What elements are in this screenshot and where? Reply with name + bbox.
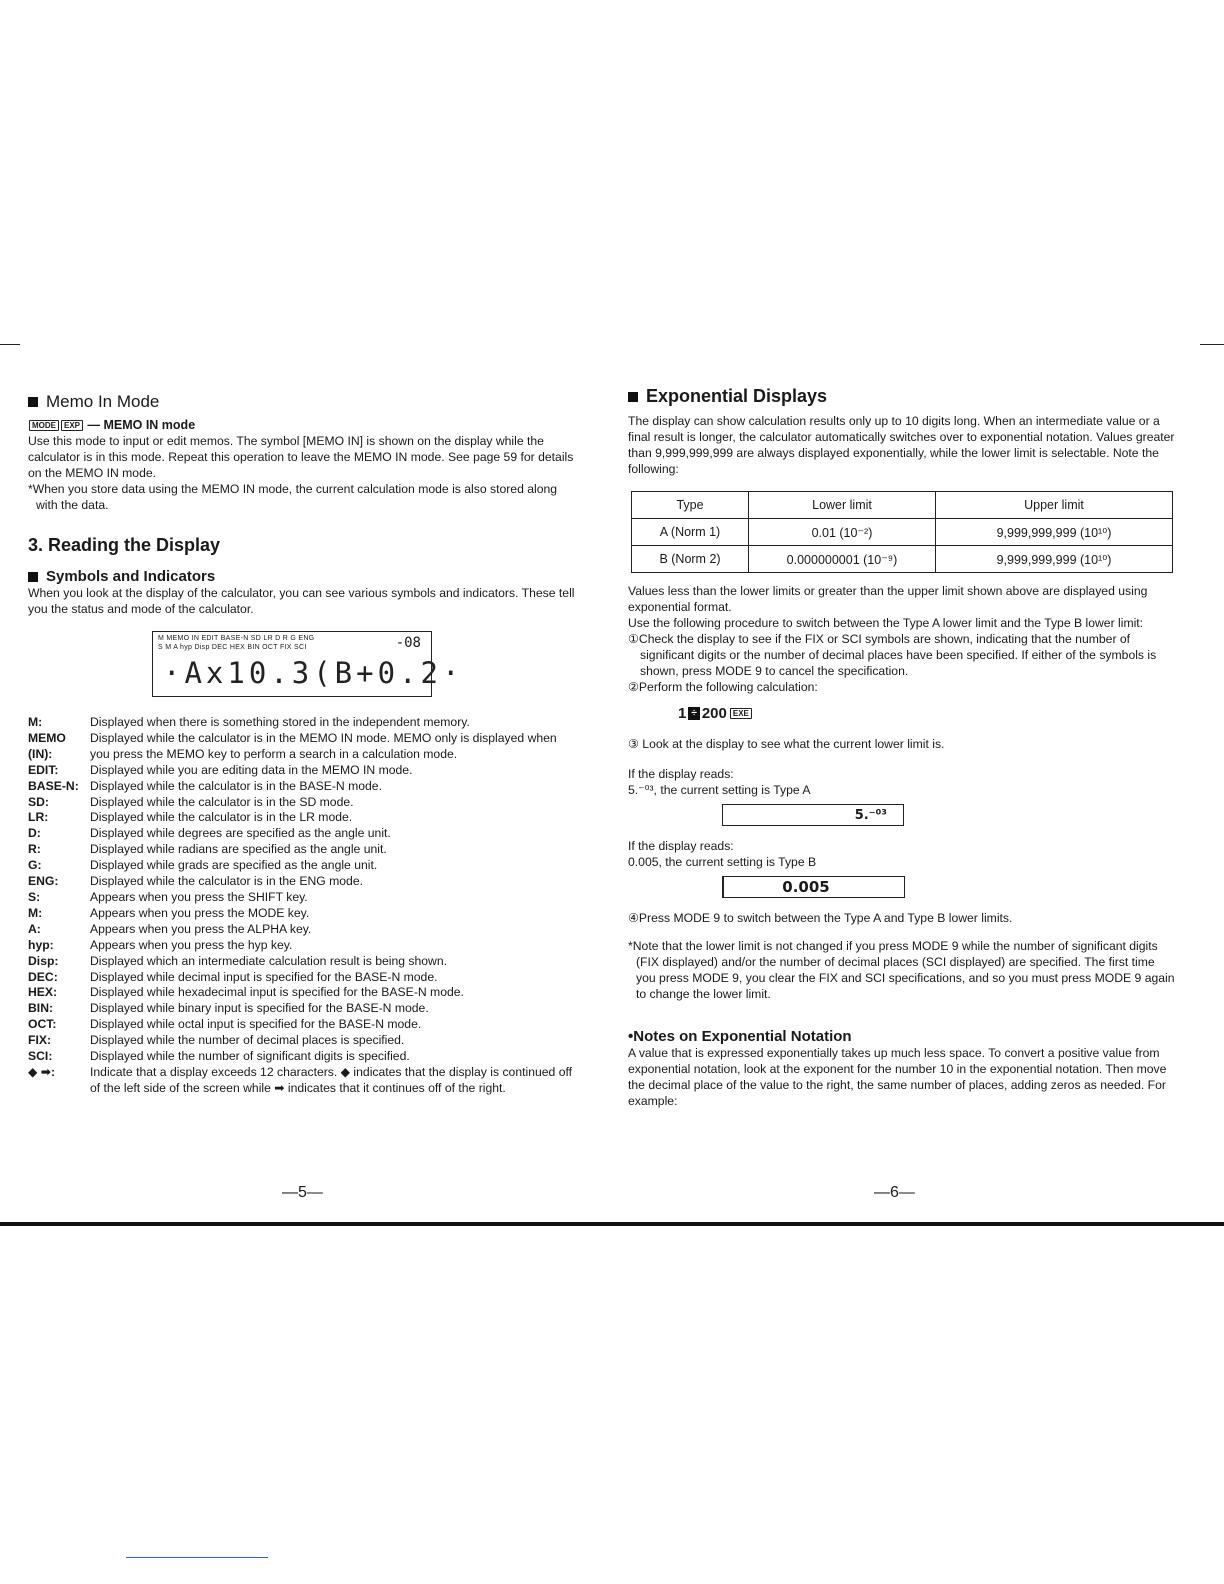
symbol-row	[28, 826, 576, 842]
symbol-row	[28, 1049, 576, 1065]
lcd-indicator-row-1: M MEMO IN EDIT BASE-N SD LR D R G ENG	[158, 635, 315, 642]
exp-intro: The display can show calculation results only up to 10 digits long. When an intermediate value or a final result is longer, the calculator automatically switches over to exponential notation. Values greater than 9,999,999,999 are always displayed exponentially, while the lower limit is selectable. Note the following:	[628, 414, 1175, 476]
step-2: ②Perform the following calculation:	[628, 680, 818, 694]
symbol-key: BIN:	[28, 1001, 54, 1016]
symbol-description: Displayed while you are editing data in the MEMO IN mode.	[90, 762, 413, 777]
step-1: ①Check the display to see if the FIX or SCI symbols are shown, indicating that the number of significant digits or the number of decimal places have been specified. If either of the symbols is shown, press MODE 9 to cancel the specification.	[628, 632, 1157, 678]
crop-mark-right	[1200, 344, 1224, 345]
square-bullet-icon	[28, 397, 38, 407]
lcd-exponent: -08	[395, 635, 421, 651]
square-bullet-icon	[628, 392, 638, 402]
symbol-description: Displayed while hexadecimal input is specified for the BASE-N mode.	[90, 985, 464, 1000]
symbol-key: EDIT:	[28, 762, 59, 777]
table-cell: A (Norm 1)	[632, 519, 749, 546]
symbol-description: Displayed while degrees are specified as the angle unit.	[90, 826, 391, 841]
table-row	[632, 519, 1173, 546]
procedure-intro: Use the following procedure to switch between the Type A lower limit and the Type B lower limit:	[628, 616, 1144, 630]
symbol-key: D:	[28, 826, 41, 841]
symbol-key: M:	[28, 715, 43, 729]
symbol-row	[28, 954, 576, 970]
table-cell: B (Norm 2)	[632, 546, 749, 573]
symbol-description: Displayed while decimal input is specified for the BASE-N mode.	[90, 969, 438, 984]
memo-mode-label: — MEMO IN mode	[87, 418, 196, 432]
if-display-a-line-2: 5.⁻⁰³, the current setting is Type A	[628, 783, 811, 797]
symbol-row	[28, 922, 576, 938]
symbol-row	[28, 970, 576, 986]
exp-heading	[628, 386, 1176, 407]
if-display-b-line-2: 0.005, the current setting is Type B	[628, 855, 817, 869]
symbol-description: Displayed which an intermediate calculation result is being shown.	[90, 953, 448, 968]
memo-heading-text: Memo In Mode	[46, 392, 160, 411]
symbols-intro: When you look at the display of the calculator, you can see various symbols and indicators. These tell you the status and mode of the calculator.	[28, 586, 575, 616]
calculation-formula	[678, 705, 1176, 722]
symbol-description: Displayed while octal input is specified for the BASE-N mode.	[90, 1017, 422, 1032]
symbol-description: Displayed while the calculator is in the MEMO IN mode. MEMO only is displayed when you press the MEMO key to perform a search in a calculation mode.	[90, 730, 557, 761]
symbol-row	[28, 1001, 576, 1017]
reading-heading: 3. Reading the Display	[28, 535, 221, 555]
exp-key-icon: EXP	[61, 420, 83, 431]
divide-key-icon: ÷	[688, 707, 700, 720]
table-cell: 9,999,999,999 (10¹⁰)	[936, 519, 1173, 546]
table-header: Upper limit	[936, 492, 1173, 519]
symbol-row	[28, 985, 576, 1001]
page-number-right: —6—	[874, 1184, 915, 1201]
memo-text: Use this mode to input or edit memos. The symbol [MEMO IN] is shown on the display while the calculator is in this mode. Repeat this operation to leave the MEMO IN mode. See page 59 for details on the MEMO IN mode.	[28, 434, 574, 480]
symbol-key: M:	[28, 905, 43, 920]
symbol-row	[28, 890, 576, 906]
page-number-left: —5—	[282, 1184, 323, 1201]
symbol-key: LR:	[28, 810, 49, 825]
symbol-row	[28, 810, 576, 826]
table-cell: 0.01 (10⁻²)	[749, 519, 936, 546]
step-4: ④Press MODE 9 to switch between the Type A and Type B lower limits.	[628, 911, 1013, 925]
symbol-key: ◆ ➡:	[28, 1064, 56, 1079]
symbol-row	[28, 715, 576, 731]
limits-table	[631, 491, 1173, 573]
symbol-key: MEMO (IN):	[28, 730, 66, 761]
symbol-key: SCI:	[28, 1049, 53, 1064]
symbol-key: Disp:	[28, 953, 59, 968]
page-bottom-rule	[0, 1222, 1224, 1226]
symbol-key: FIX:	[28, 1033, 52, 1048]
table-header: Lower limit	[749, 492, 936, 519]
symbol-description: Displayed while the number of significant digits is specified.	[90, 1049, 410, 1064]
symbol-row	[28, 779, 576, 795]
table-header-row	[632, 492, 1173, 519]
symbol-description: Indicate that a display exceeds 12 characters. ◆ indicates that the display is continued off of the left side of the screen while ➡ indicates that it continues off of the right.	[90, 1064, 573, 1095]
symbol-key: OCT:	[28, 1017, 57, 1032]
table-header: Type	[632, 492, 749, 519]
symbol-description: Displayed while binary input is specified for the BASE-N mode.	[90, 1001, 429, 1016]
crop-mark-left	[0, 344, 20, 345]
symbol-description: Displayed while radians are specified as the angle unit.	[90, 842, 387, 857]
symbol-key: DEC:	[28, 969, 58, 984]
symbol-key: S:	[28, 889, 41, 904]
if-display-b-line-1: If the display reads:	[628, 839, 734, 853]
symbol-row	[28, 731, 576, 763]
step-3: ③ Look at the display to see what the current lower limit is.	[628, 737, 945, 751]
symbol-description: Appears when you press the ALPHA key.	[90, 921, 312, 936]
after-table-text: Values less than the lower limits or greater than the upper limit shown above are displayed using exponential format.	[628, 584, 1148, 614]
symbol-row	[28, 1033, 576, 1049]
formula-operand-1: 1	[678, 705, 687, 722]
symbol-description: Displayed while grads are specified as the angle unit.	[90, 858, 378, 873]
symbols-heading	[28, 568, 576, 585]
lower-limit-note: *Note that the lower limit is not changed if you press MODE 9 while the number of significant digits (FIX displayed) and/or the number of decimal places (SCI displayed) are specified. The first time you press MODE 9, you clear the FIX and SCI specifications, and so you must press MODE 9 again to change the lower limit.	[628, 939, 1175, 1001]
if-display-a-line-1: If the display reads:	[628, 767, 734, 781]
lcd-display-illustration	[152, 631, 464, 697]
exe-key-icon: EXE	[730, 708, 752, 719]
formula-operand-2: 200	[701, 705, 727, 722]
mode-key-icon: MODE	[29, 420, 59, 431]
symbol-description: Displayed while the calculator is in the BASE-N mode.	[90, 778, 382, 793]
symbol-row	[28, 858, 576, 874]
symbol-key: SD:	[28, 794, 49, 809]
symbol-row	[28, 938, 576, 954]
memo-mode-line	[28, 418, 576, 432]
lcd-indicator-row-2: S M A hyp Disp DEC HEX BIN OCT FIX SCI	[158, 644, 307, 651]
memo-note: *When you store data using the MEMO IN mode, the current calculation mode is also stored along with the data.	[28, 482, 558, 512]
symbols-heading-text: Symbols and Indicators	[46, 568, 216, 585]
notes-heading: •Notes on Exponential Notation	[628, 1028, 852, 1045]
lcd-main-text: ·Ax10.3(B+0.2·	[163, 656, 464, 690]
table-row	[632, 546, 1173, 573]
symbol-row	[28, 1017, 576, 1033]
exp-heading-text: Exponential Displays	[646, 386, 828, 406]
symbol-row	[28, 906, 576, 922]
left-page	[28, 392, 576, 1097]
symbol-description: Displayed while the calculator is in the ENG mode.	[90, 874, 363, 889]
memo-heading	[28, 392, 576, 412]
notes-text: A value that is expressed exponentially takes up much less space. To convert a positive value from exponential notation, look at the exponent for the number 10 in the exponential notation. Then move the decimal place of the value to the right, the same number of places, adding zeros as needed. For example:	[628, 1046, 1167, 1108]
symbol-row	[28, 874, 576, 890]
symbol-description: Appears when you press the SHIFT key.	[90, 889, 308, 904]
right-page	[628, 386, 1176, 1109]
symbol-description: Displayed while the calculator is in the LR mode.	[90, 810, 353, 825]
symbol-key: ENG:	[28, 874, 59, 889]
display-type-b: 0.005	[722, 876, 905, 898]
symbol-row	[28, 795, 576, 811]
symbol-key: A:	[28, 921, 41, 936]
symbol-row	[28, 763, 576, 779]
symbol-list	[28, 715, 576, 1097]
symbol-description: Appears when you press the MODE key.	[90, 905, 310, 920]
footer-line	[126, 1557, 268, 1558]
symbol-description: Displayed when there is something stored in the independent memory.	[90, 715, 470, 729]
table-cell: 0.000000001 (10⁻⁹)	[749, 546, 936, 573]
square-bullet-icon	[28, 572, 38, 582]
symbol-row	[28, 1065, 576, 1097]
symbol-key: R:	[28, 842, 41, 857]
symbol-key: HEX:	[28, 985, 58, 1000]
symbol-key: BASE-N:	[28, 778, 79, 793]
symbol-key: hyp:	[28, 937, 54, 952]
symbol-description: Appears when you press the hyp key.	[90, 937, 293, 952]
table-cell: 9,999,999,999 (10¹⁰)	[936, 546, 1173, 573]
display-type-a: 5.⁻⁰³	[722, 804, 904, 826]
symbol-row	[28, 842, 576, 858]
symbol-description: Displayed while the number of decimal places is specified.	[90, 1033, 405, 1048]
symbol-key: G:	[28, 858, 42, 873]
symbol-description: Displayed while the calculator is in the SD mode.	[90, 794, 354, 809]
